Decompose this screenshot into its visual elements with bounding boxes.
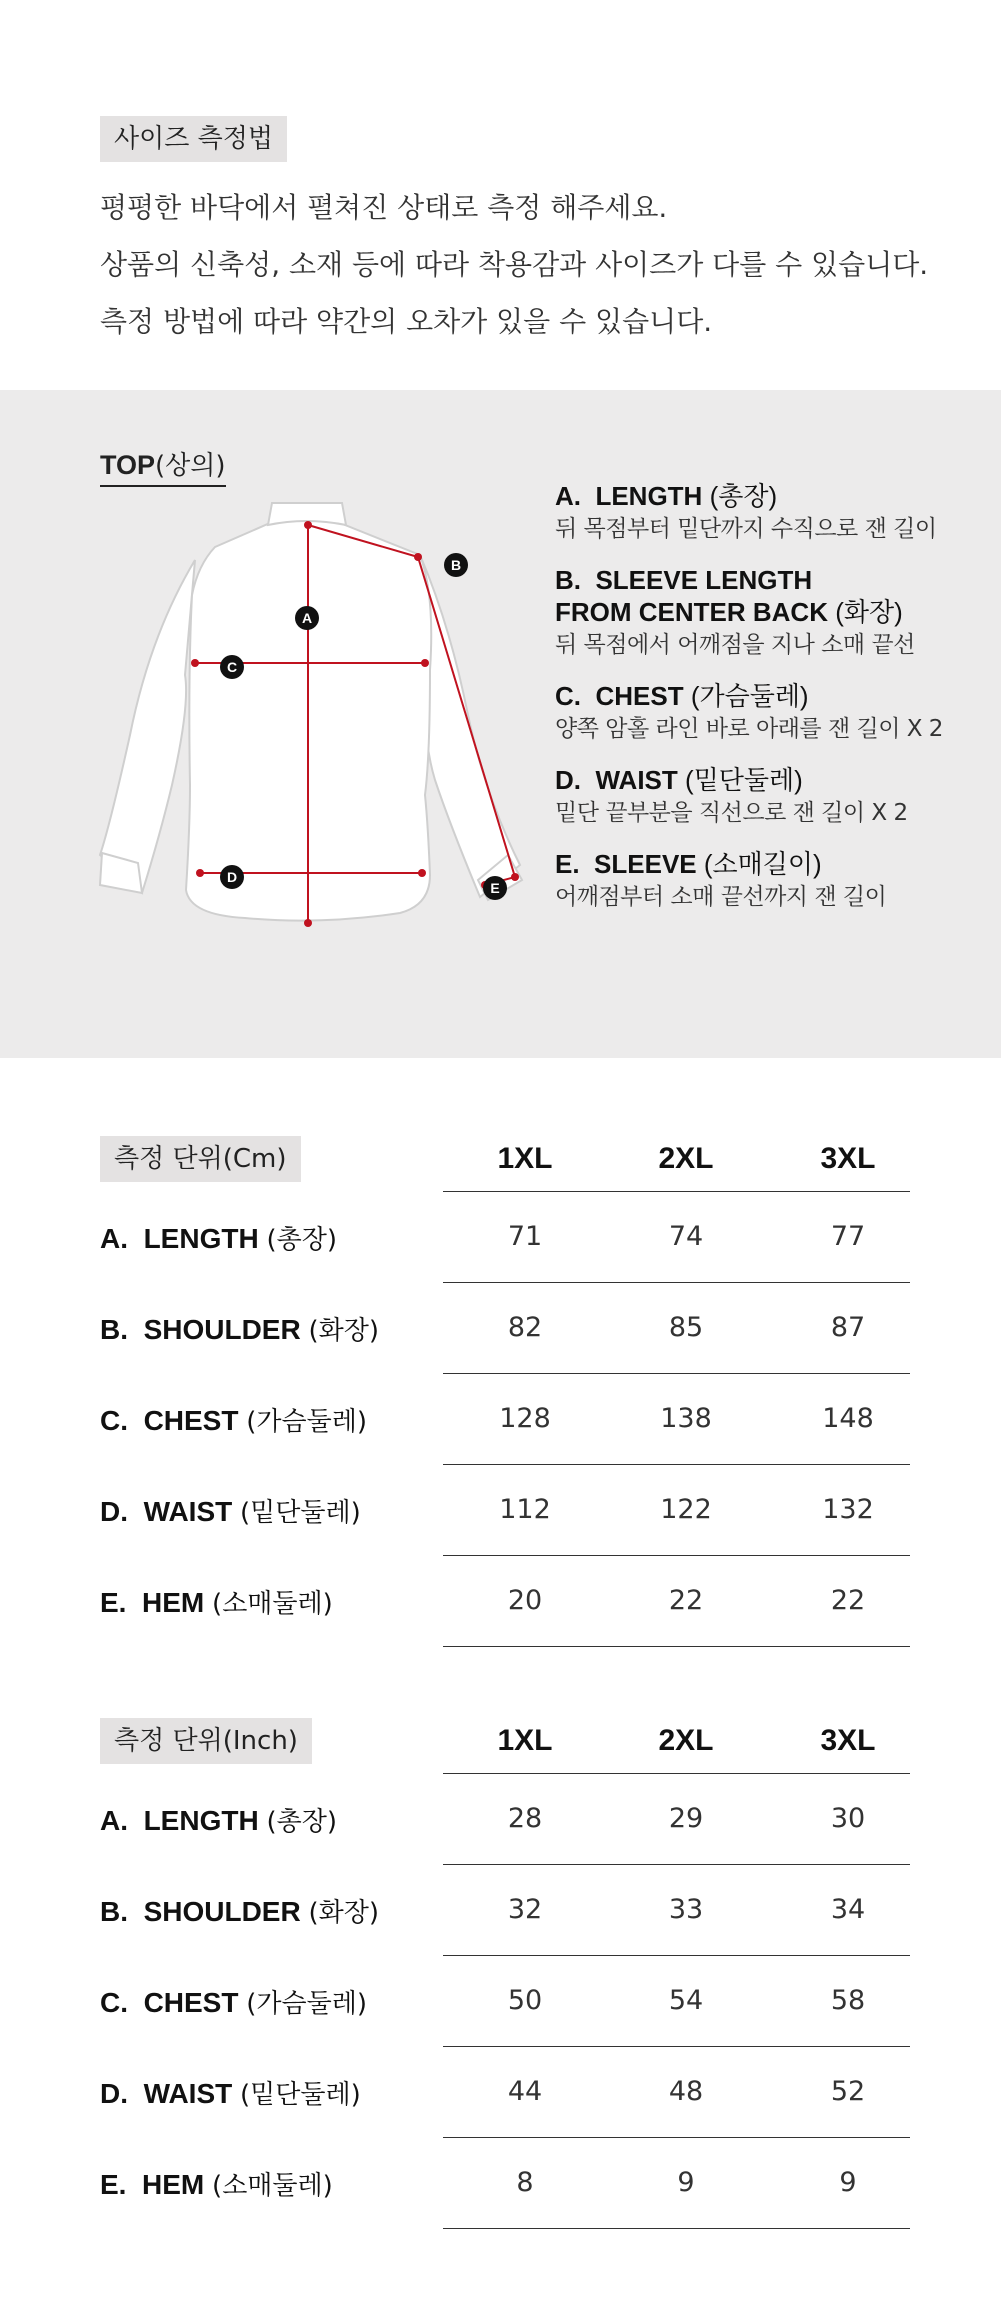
point-cuff-2 [511, 873, 519, 881]
table-divider [443, 1955, 910, 1956]
table-divider [443, 2046, 910, 2047]
legend-head: C. CHEST (가슴둘레) [555, 681, 809, 711]
marker-b: B [450, 557, 462, 573]
intro-line-2: 상품의 신축성, 소재 등에 따라 착용감과 사이즈가 다를 수 있습니다. [100, 248, 929, 281]
row-label-waist: D. WAIST (밑단둘레) [100, 2078, 361, 2110]
cell: 87 [830, 1312, 866, 1343]
col-header-2xl: 2XL [658, 1724, 714, 1757]
cell: 74 [668, 1221, 704, 1252]
legend-head: B. SLEEVE LENGTH [555, 565, 813, 595]
col-header-1xl: 1XL [497, 1142, 553, 1175]
cell: 20 [507, 1585, 543, 1616]
col-header-3xl: 3XL [820, 1724, 876, 1757]
marker-c: C [226, 659, 238, 675]
marker-e: E [490, 880, 500, 896]
measure-guide-badge: 사이즈 측정법 [100, 116, 287, 162]
cell: 34 [830, 1894, 866, 1925]
row-label-hem: E. HEM (소매둘레) [100, 2169, 333, 2201]
cell: 52 [830, 2076, 866, 2107]
point-chest-left [191, 659, 199, 667]
unit-badge-cm: 측정 단위(Cm) [100, 1136, 301, 1182]
row-label-chest: C. CHEST (가슴둘레) [100, 1987, 368, 2019]
row-label-chest: C. CHEST (가슴둘레) [100, 1405, 368, 1437]
intro-line-3: 측정 방법에 따라 약간의 오차가 있을 수 있습니다. [100, 305, 713, 338]
unit-badge-inch: 측정 단위(Inch) [100, 1718, 312, 1764]
point-waist-left [196, 869, 204, 877]
cell: 50 [507, 1985, 543, 2016]
legend-head-2: FROM CENTER BACK (화장) [555, 597, 903, 627]
size-table-inch [100, 1718, 910, 2238]
cell: 85 [668, 1312, 704, 1343]
marker-a: A [301, 610, 313, 626]
legend-item-length [555, 480, 995, 546]
table-divider [443, 2228, 910, 2229]
left-sleeve [100, 560, 195, 893]
legend-desc: 뒤 목점에서 어깨점을 지나 소매 끝선 [555, 632, 915, 658]
legend-head: E. SLEEVE (소매길이) [555, 849, 822, 879]
row-label-shoulder: B. SHOULDER (화장) [100, 1896, 379, 1928]
legend-item-sleeve-length [555, 564, 995, 662]
cell: 71 [507, 1221, 543, 1252]
cell: 28 [507, 1803, 543, 1834]
size-table-cm [100, 1136, 910, 1656]
legend-head: A. LENGTH (총장) [555, 481, 778, 511]
cell: 9 [839, 2167, 857, 2198]
table-divider [443, 1191, 910, 1192]
col-header-2xl: 2XL [658, 1142, 714, 1175]
legend-desc: 어깨점부터 소매 끝선까지 잰 길이 [555, 884, 887, 910]
cell: 112 [499, 1494, 551, 1525]
point-neck [304, 521, 312, 529]
cell: 132 [822, 1494, 874, 1525]
cell: 122 [660, 1494, 712, 1525]
cell: 58 [830, 1985, 866, 2016]
cell: 138 [660, 1403, 712, 1434]
cell: 9 [677, 2167, 695, 2198]
shirt-diagram [90, 495, 540, 935]
cell: 8 [516, 2167, 534, 2198]
cell: 22 [830, 1585, 866, 1616]
intro-line-1: 평평한 바닥에서 펼쳐진 상태로 측정 해주세요. [100, 191, 668, 224]
cell: 128 [499, 1403, 551, 1434]
cell: 29 [668, 1803, 704, 1834]
point-chest-right [421, 659, 429, 667]
legend-item-chest [555, 680, 995, 746]
row-label-length: A. LENGTH (총장) [100, 1223, 337, 1255]
top-title-en: TOP [100, 450, 156, 480]
cell: 148 [822, 1403, 874, 1434]
table-divider [443, 1464, 910, 1465]
cell: 48 [668, 2076, 704, 2107]
legend-item-waist [555, 764, 995, 830]
point-hem [304, 919, 312, 927]
top-title-kr: (상의) [155, 451, 226, 481]
row-label-shoulder: B. SHOULDER (화장) [100, 1314, 379, 1346]
col-header-3xl: 3XL [820, 1142, 876, 1175]
point-waist-right [418, 869, 426, 877]
table-divider [443, 1373, 910, 1374]
table-divider [443, 1773, 910, 1774]
cell: 77 [830, 1221, 866, 1252]
cell: 54 [668, 1985, 704, 2016]
table-divider [443, 1646, 910, 1647]
legend-desc: 밑단 끝부분을 직선으로 잰 길이 X 2 [555, 800, 908, 826]
top-title [100, 450, 226, 487]
measurement-legend [555, 480, 995, 932]
table-divider [443, 2137, 910, 2138]
cell: 33 [668, 1894, 704, 1925]
cell: 22 [668, 1585, 704, 1616]
legend-desc: 뒤 목점부터 밑단까지 수직으로 잰 길이 [555, 516, 937, 542]
legend-desc: 양쪽 암홀 라인 바로 아래를 잰 길이 X 2 [555, 716, 943, 742]
cell: 30 [830, 1803, 866, 1834]
col-header-1xl: 1XL [497, 1724, 553, 1757]
row-label-waist: D. WAIST (밑단둘레) [100, 1496, 361, 1528]
cell: 82 [507, 1312, 543, 1343]
table-divider [443, 1864, 910, 1865]
row-label-length: A. LENGTH (총장) [100, 1805, 337, 1837]
legend-head: D. WAIST (밑단둘레) [555, 765, 803, 795]
marker-d: D [226, 869, 238, 885]
table-divider [443, 1555, 910, 1556]
row-label-hem: E. HEM (소매둘레) [100, 1587, 333, 1619]
cell: 32 [507, 1894, 543, 1925]
point-shoulder [414, 553, 422, 561]
legend-item-sleeve [555, 848, 995, 914]
table-divider [443, 1282, 910, 1283]
cell: 44 [507, 2076, 543, 2107]
